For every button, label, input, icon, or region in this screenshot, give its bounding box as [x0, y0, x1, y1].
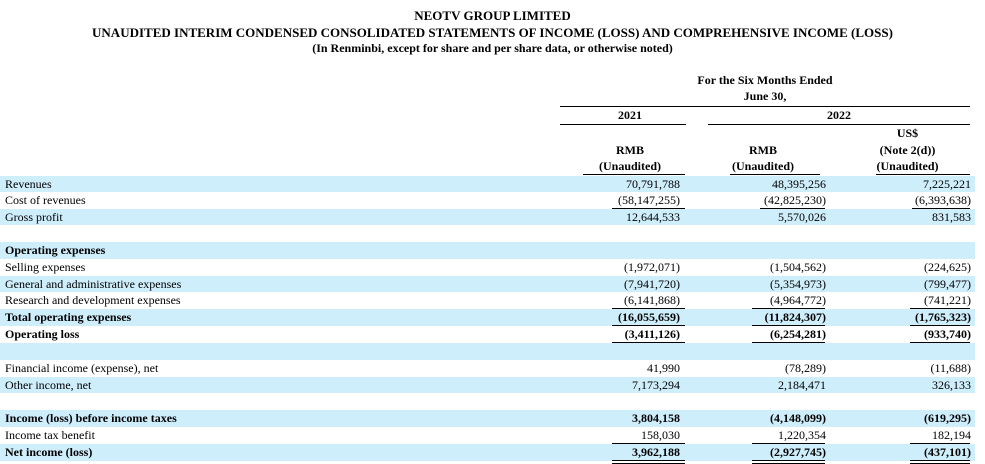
value-2022-usd: (619,295): [924, 411, 971, 425]
col2-currency: RMB: [749, 143, 777, 157]
value-2022-usd: (799,477): [924, 277, 971, 291]
value-2021: 158,030: [641, 428, 680, 442]
value-2022-usd: 831,583: [932, 210, 971, 224]
value-2021: 3,962,188: [632, 445, 680, 459]
value-2021: (7,941,720): [624, 277, 680, 291]
year-2022-label: 2022: [827, 108, 851, 122]
value-2021: (58,147,255): [618, 193, 680, 207]
value-2022-rmb: (5,354,973): [770, 277, 826, 291]
value-2022-usd: (933,740): [924, 327, 971, 341]
row-label: Operating loss: [5, 327, 80, 341]
table-row: [0, 309, 985, 325]
value-2022-rmb: (78,289): [785, 361, 826, 375]
table-row: [0, 410, 985, 426]
statement-subtitle: (In Renminbi, except for share and per share data, or otherwise noted): [312, 41, 673, 55]
year-2021-label: 2021: [618, 108, 642, 122]
table-row: [0, 377, 985, 393]
row-label: Total operating expenses: [5, 310, 132, 324]
table-row: [0, 292, 985, 308]
value-2022-rmb: 5,570,026: [778, 210, 826, 224]
value-2022-usd: (224,625): [924, 260, 971, 274]
value-2021: 12,644,533: [626, 210, 680, 224]
row-label: General and administrative expenses: [5, 277, 182, 291]
row-label: Financial income (expense), net: [5, 361, 159, 375]
col2-header-underline: [730, 174, 820, 175]
value-2022-rmb: (6,254,281): [770, 327, 826, 341]
table-row: [0, 427, 985, 443]
company-name: NEOTV GROUP LIMITED: [414, 8, 571, 23]
year-2021-underline: [560, 124, 686, 125]
value-2022-usd: 7,225,221: [923, 177, 971, 191]
value-2022-usd: (6,393,638): [915, 193, 971, 207]
value-2021: 70,791,788: [626, 177, 680, 191]
col1-status: (Unaudited): [598, 159, 661, 173]
value-2022-usd: 182,194: [932, 428, 971, 442]
section-heading: Operating expenses: [5, 243, 106, 257]
col3-note: (Note 2(d)): [879, 143, 936, 157]
row-label: Selling expenses: [5, 260, 86, 274]
year-2022-underline: [708, 124, 970, 125]
total-double-line: [612, 460, 685, 464]
total-double-line: [752, 460, 825, 464]
value-2022-usd: 326,133: [932, 378, 971, 392]
col3-header-underline: [876, 174, 970, 175]
value-2022-rmb: 2,184,471: [778, 378, 826, 392]
table-row: [0, 444, 985, 460]
col1-currency: RMB: [616, 143, 644, 157]
subtotal-line: [752, 342, 825, 343]
row-label: Gross profit: [5, 210, 63, 224]
value-2021: 7,173,294: [632, 378, 680, 392]
col3-status: (Unaudited): [876, 159, 939, 173]
subtotal-line: [910, 342, 970, 343]
row-label: Revenues: [5, 177, 52, 191]
period-header-line1: For the Six Months Ended: [697, 73, 833, 87]
value-2021: (16,055,659): [618, 310, 680, 324]
row-label: Net income (loss): [5, 445, 93, 459]
table-row: [0, 326, 985, 342]
value-2022-rmb: (4,148,099): [770, 411, 826, 425]
value-2022-usd: (741,221): [924, 293, 971, 307]
value-2022-rmb: (11,824,307): [764, 310, 826, 324]
period-underline: [560, 106, 970, 107]
value-2022-usd: (437,101): [924, 445, 971, 459]
value-2022-rmb: (4,964,772): [770, 293, 826, 307]
subtotal-line: [612, 342, 685, 343]
value-2021: 3,804,158: [632, 411, 680, 425]
value-2022-usd: (11,688): [930, 361, 971, 375]
statement-title: UNAUDITED INTERIM CONDENSED CONSOLIDATED STATEMENTS OF INCOME (LOSS) AND COMPREHENSIVE INCOME (LOSS): [92, 25, 893, 40]
row-label: Research and development expenses: [5, 293, 181, 307]
total-double-line: [910, 460, 970, 464]
table-row: [0, 209, 985, 225]
row-label: Income (loss) before income taxes: [5, 411, 177, 425]
row-label: Income tax benefit: [5, 428, 95, 442]
value-2021: (1,972,071): [624, 260, 680, 274]
col1-header-underline: [583, 174, 685, 175]
col3-currency: US$: [896, 126, 919, 140]
value-2022-usd: (1,765,323): [915, 310, 971, 324]
table-row: [0, 360, 985, 376]
period-header-line2: June 30,: [743, 89, 787, 103]
value-2021: (6,141,868): [624, 293, 680, 307]
band-spacer-1: [0, 343, 975, 360]
value-2022-rmb: (2,927,745): [770, 445, 826, 459]
value-2022-rmb: 48,395,256: [772, 177, 826, 191]
table-row: [0, 242, 985, 258]
table-row: [0, 276, 985, 292]
table-row: [0, 176, 985, 192]
value-2022-rmb: (1,504,562): [770, 260, 826, 274]
value-2021: (3,411,126): [624, 327, 680, 341]
table-row: [0, 259, 985, 275]
value-2021: 41,990: [647, 361, 680, 375]
table-row: [0, 192, 985, 208]
col2-status: (Unaudited): [731, 159, 794, 173]
row-label: Other income, net: [5, 378, 92, 392]
row-label: Cost of revenues: [5, 193, 86, 207]
value-2022-rmb: 1,220,354: [778, 428, 826, 442]
value-2022-rmb: (42,825,230): [764, 193, 826, 207]
